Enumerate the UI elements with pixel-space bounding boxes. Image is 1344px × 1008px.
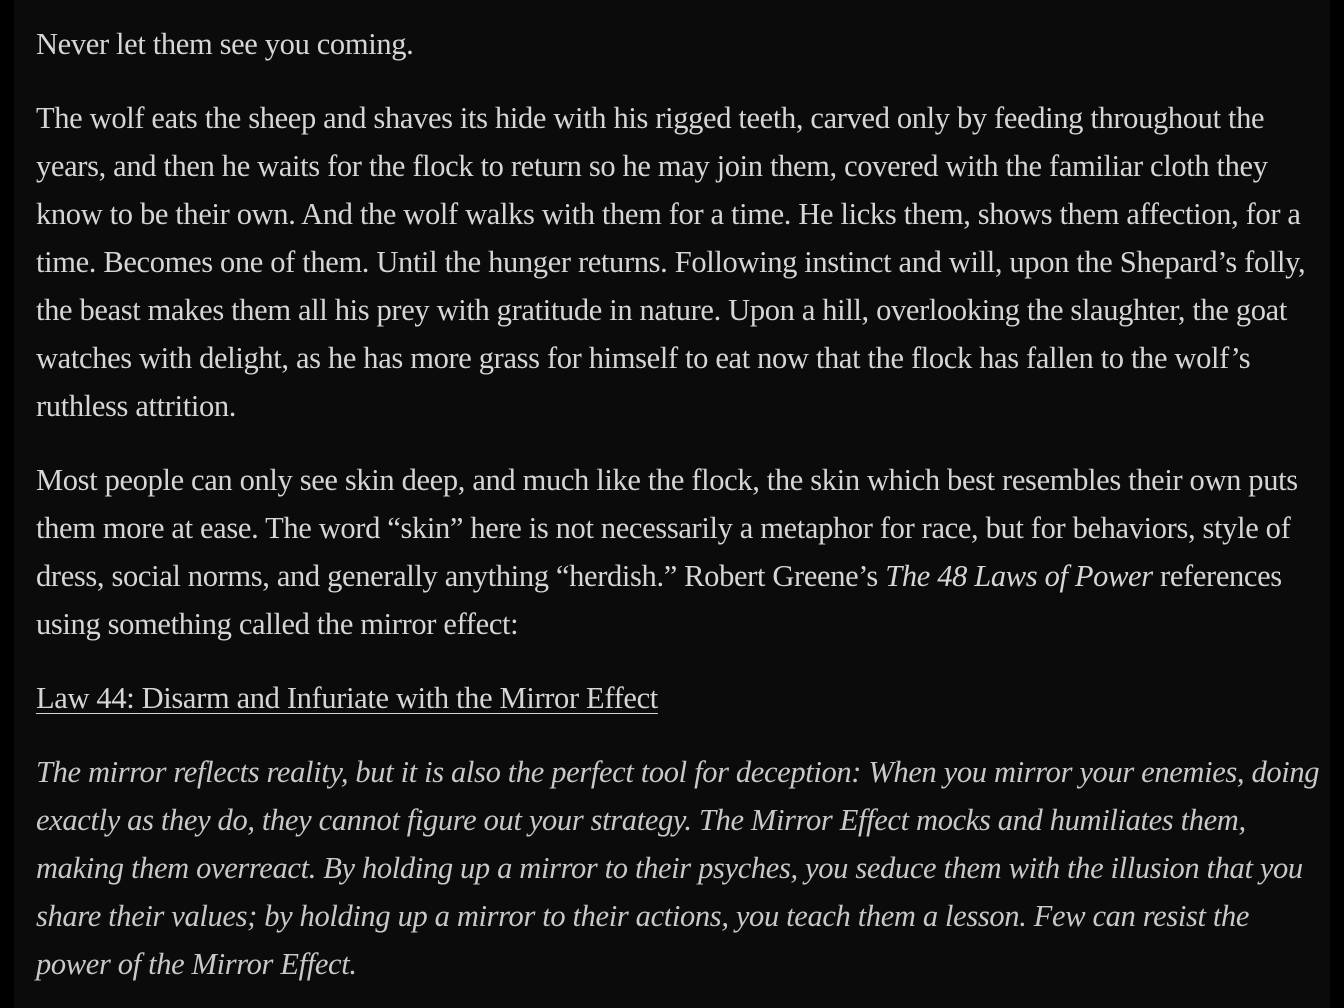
paragraph-skin-text-start: Most people can only see skin deep, and much like the flock, the skin which best resembles their own puts them more at ease. The word “skin” here is not necessarily a metaphor for race, but for behaviors, style of dress, social norms, and generally anything “herdish.” Robert Greene’s xyxy=(36,463,1298,593)
paragraph-skin xyxy=(36,456,1326,648)
article-body xyxy=(36,20,1326,1008)
paragraph-skin-text-end: references using something called the mirror effect: xyxy=(36,559,1282,641)
paragraph-wolf: The wolf eats the sheep and shaves its hide with his rigged teeth, carved only by feeding throughout the years, and then he waits for the flock to return so he may join them, covered with the familiar cloth they know to be their own. And the wolf walks with them for a time. He licks them, shows them affection, for a time. Becomes one of them. Until the hunger returns. Following instinct and will, upon the Shepard’s folly, the beast makes them all his prey with gratitude in nature. Upon a hill, overlooking the slaughter, the goat watches with delight, as he has more grass for himself to eat now that the flock has fallen to the wolf’s ruthless attrition. xyxy=(36,101,1306,423)
book-title: The 48 Laws of Power xyxy=(885,559,1153,593)
opening-line: Never let them see you coming. xyxy=(36,27,414,61)
law-quote: The mirror reflects reality, but it is also the perfect tool for deception: When you mirror your enemies, doing exactly as they do, they cannot figure out your strategy. The Mirror Effect mocks and humiliates them, making them overreact. By holding up a mirror to their psyches, you seduce them with the illusion that you share their values; by holding up a mirror to their actions, you teach them a lesson. Few can resist the power of the Mirror Effect. xyxy=(36,755,1320,981)
law-heading: Law 44: Disarm and Infuriate with the Mirror Effect xyxy=(36,681,658,715)
